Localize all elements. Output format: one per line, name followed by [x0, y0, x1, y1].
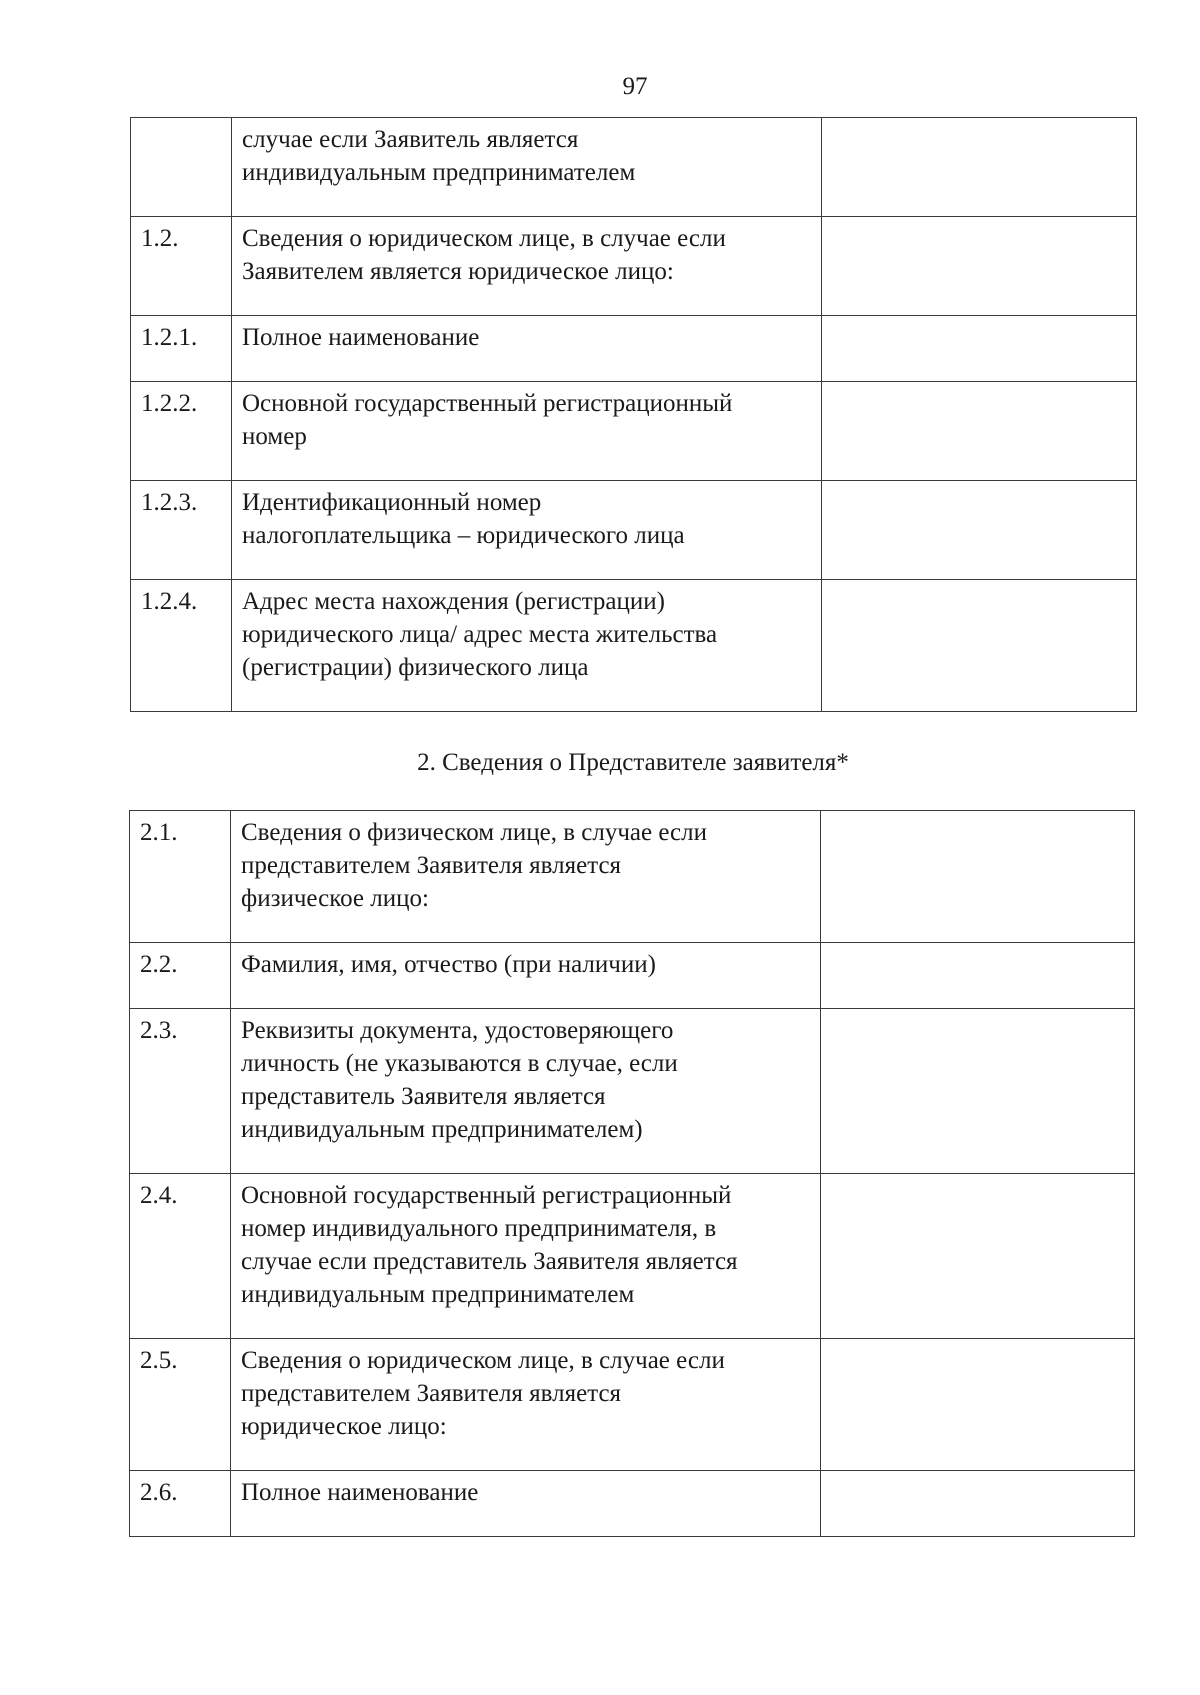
row-label — [232, 217, 822, 316]
row-value-cell[interactable] — [821, 943, 1135, 1009]
row-label — [231, 943, 821, 1009]
row-value-cell[interactable] — [821, 1009, 1135, 1174]
row-number: 1.2. — [131, 217, 232, 316]
row-number: 2.1. — [130, 811, 231, 943]
row-label — [232, 316, 822, 382]
row-label — [232, 118, 822, 217]
row-label — [231, 1339, 821, 1471]
row-value-cell[interactable] — [822, 316, 1137, 382]
row-label-text: Адрес места нахождения (регистрации) юридического лица/ адрес места жительства (регистрации) физического лица — [242, 588, 718, 681]
row-number: 2.2. — [130, 943, 231, 1009]
row-label — [231, 1174, 821, 1339]
row-label-text: Идентификационный номер налогоплательщика – юридического лица — [242, 489, 685, 549]
section-title: 2. Сведения о Представителе заявителя* — [417, 749, 849, 776]
row-number: 2.5. — [130, 1339, 231, 1471]
row-label-text: Сведения о физическом лице, в случае если представителем Заявителя является физическое лицо: — [241, 819, 708, 912]
page-number: 97 — [622, 73, 648, 100]
row-number: 1.2.4. — [131, 580, 232, 712]
row-value-cell[interactable] — [822, 382, 1137, 481]
row-label-text: Реквизиты документа, удостоверяющего личность (не указываются в случае, если представитель Заявителя является индивидуальным предпринимателем) — [241, 1017, 678, 1143]
row-label — [232, 580, 822, 712]
row-label-text: Полное наименование — [241, 1479, 479, 1506]
row-value-cell[interactable] — [821, 811, 1135, 943]
row-value-cell[interactable] — [822, 580, 1137, 712]
table-row — [131, 118, 1137, 217]
row-label-text: Основной государственный регистрационный номер индивидуального предпринимателя, в случае если представитель Заявителя является индивидуальным предпринимателем — [241, 1182, 738, 1308]
row-label-text: Сведения о юридическом лице, в случае если Заявителем является юридическое лицо: — [242, 225, 726, 285]
row-label — [232, 481, 822, 580]
row-number: 2.4. — [130, 1174, 231, 1339]
row-label — [232, 382, 822, 481]
applicant-info-table — [130, 117, 1137, 712]
table-row — [131, 316, 1137, 382]
table-row — [130, 1471, 1135, 1537]
row-number: 1.2.3. — [131, 481, 232, 580]
row-number: 1.2.2. — [131, 382, 232, 481]
row-label-text: Фамилия, имя, отчество (при наличии) — [241, 951, 656, 978]
table-row — [131, 217, 1137, 316]
table-row — [130, 1339, 1135, 1471]
row-label — [231, 1009, 821, 1174]
row-label-text: Основной государственный регистрационный номер — [242, 390, 733, 450]
representative-info-table — [129, 810, 1135, 1537]
row-label-text: Полное наименование — [242, 324, 480, 351]
row-value-cell[interactable] — [821, 1174, 1135, 1339]
row-value-cell[interactable] — [822, 481, 1137, 580]
row-value-cell[interactable] — [822, 118, 1137, 217]
row-label — [231, 811, 821, 943]
row-number: 2.6. — [130, 1471, 231, 1537]
row-number — [131, 118, 232, 217]
row-value-cell[interactable] — [821, 1471, 1135, 1537]
table-row — [130, 811, 1135, 943]
table-row — [131, 382, 1137, 481]
row-value-cell[interactable] — [821, 1339, 1135, 1471]
row-number: 2.3. — [130, 1009, 231, 1174]
table-row — [131, 481, 1137, 580]
table-row — [130, 943, 1135, 1009]
row-label-text: случае если Заявитель является индивидуальным предпринимателем — [242, 126, 636, 186]
table-row — [130, 1009, 1135, 1174]
table-row — [131, 580, 1137, 712]
row-value-cell[interactable] — [822, 217, 1137, 316]
row-label — [231, 1471, 821, 1537]
table-row — [130, 1174, 1135, 1339]
row-label-text: Сведения о юридическом лице, в случае если представителем Заявителя является юридическое лицо: — [241, 1347, 725, 1440]
row-number: 1.2.1. — [131, 316, 232, 382]
